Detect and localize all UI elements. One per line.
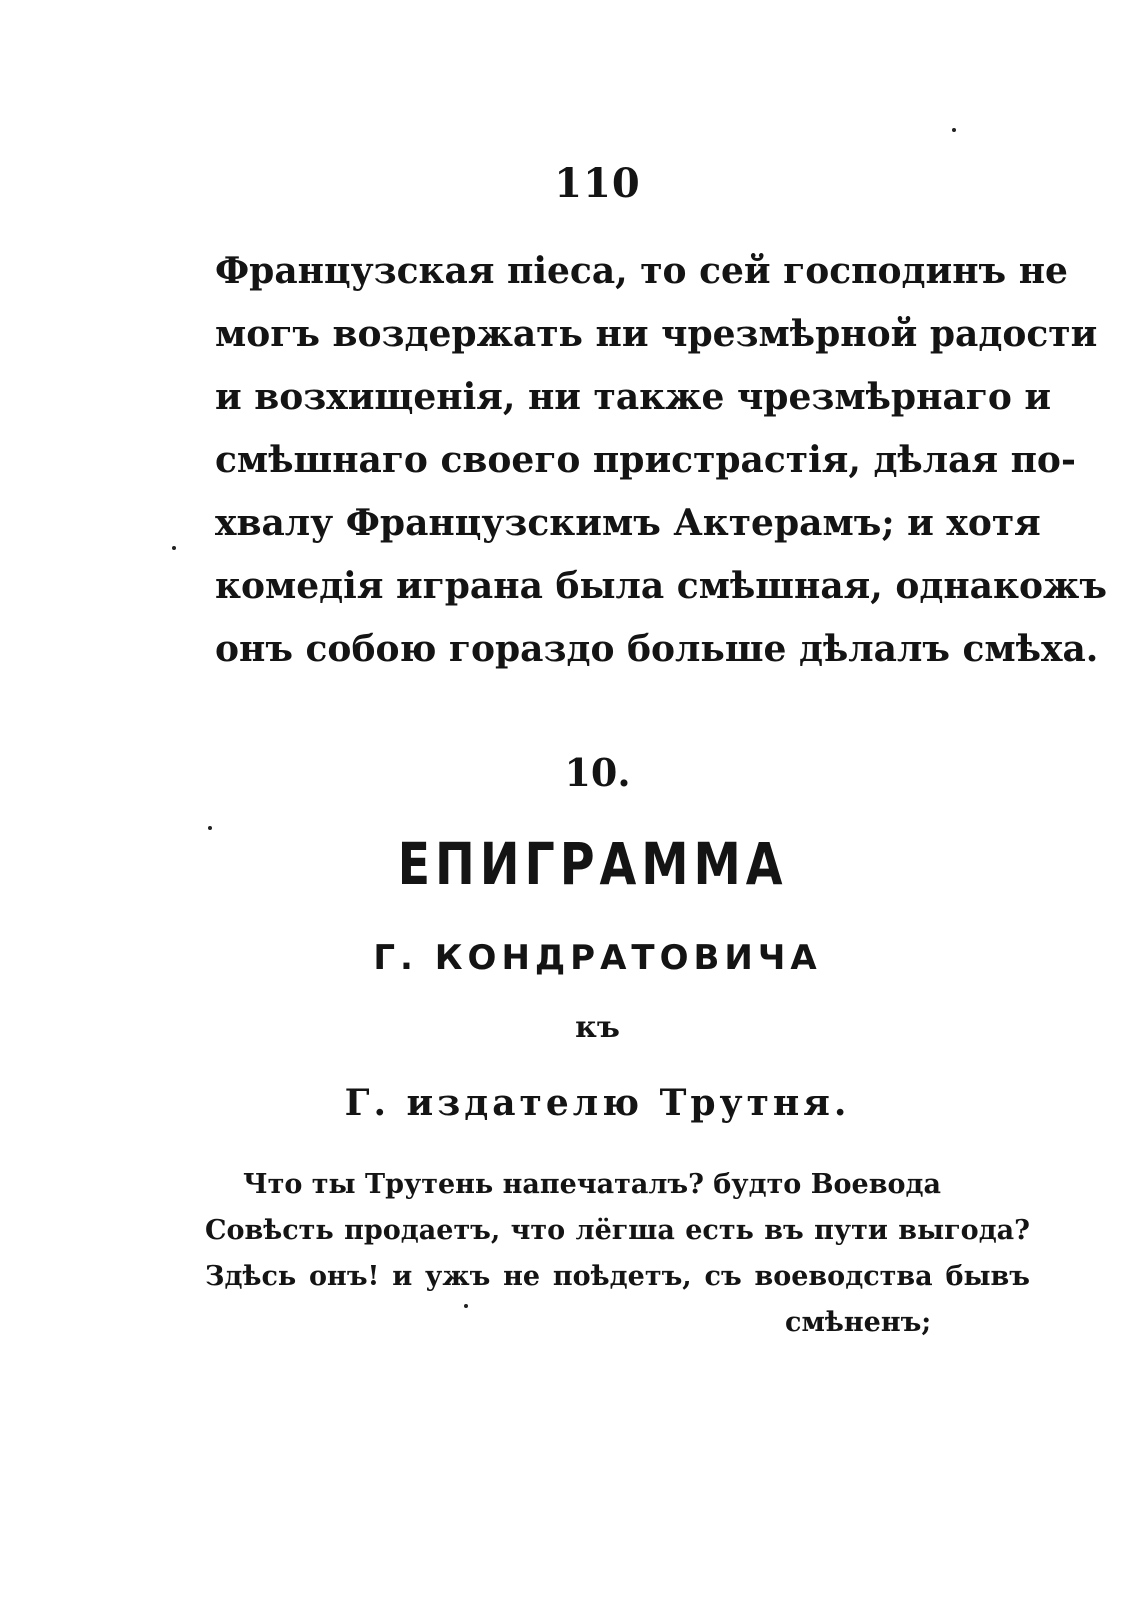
author-line: Г. КОНДРАТОВИЧА [373, 938, 822, 978]
preposition-line: къ [575, 1010, 620, 1045]
prose-line: могъ воздержать ни чрезмѣрной радости [215, 313, 1098, 355]
section-title: ЕПИГРАММА [397, 830, 788, 898]
prose-line: комедія играна была смѣшная, однакожъ [215, 565, 1107, 607]
page-number: 110 [554, 160, 641, 207]
verse-line: Что ты Трутень напечаталъ? будто Воевода [243, 1169, 941, 1200]
prose-line: онъ собою гораздо больше дѣлалъ смѣха. [215, 628, 1099, 670]
section-number: 10. [564, 750, 631, 795]
print-speck [172, 546, 176, 550]
verse-line: Здѣсь онъ! и ужъ не поѣдетъ, съ воеводства бывъ [205, 1261, 1030, 1292]
addressee-line: Г. издателю Трутня. [344, 1082, 851, 1124]
print-speck [952, 128, 956, 132]
epigram-verse [205, 1162, 1030, 1346]
prose-line: и возхищенія, ни также чрезмѣрнаго и [215, 376, 1052, 418]
prose-line: Французская піеса, то сей господинъ не [215, 250, 1068, 292]
prose-line: хвалу Французскимъ Актерамъ; и хотя [215, 502, 1041, 544]
prose-paragraph [215, 240, 1107, 681]
prose-line: смѣшнаго своего пристрастія, дѣлая по- [215, 439, 1076, 481]
verse-line: Совѣсть продаетъ, что лёгша есть въ пути выгода? [205, 1215, 1030, 1246]
verse-line: смѣненъ; [785, 1307, 932, 1338]
